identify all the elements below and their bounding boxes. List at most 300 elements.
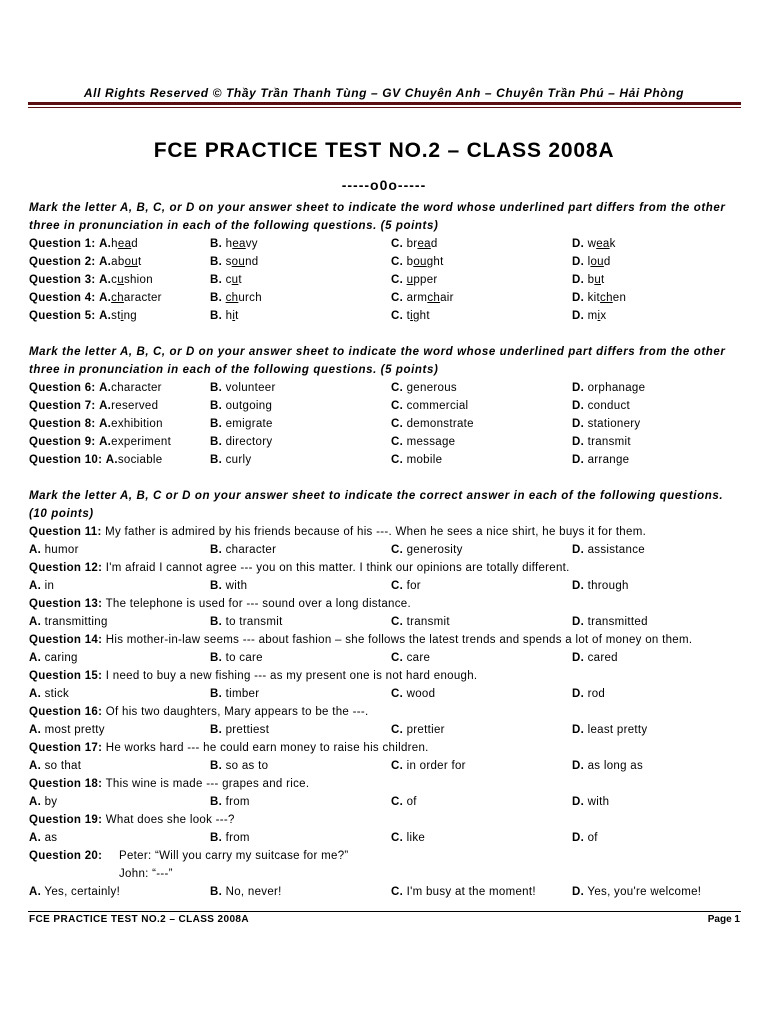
option-text: volunteer	[225, 382, 276, 394]
answer-option	[210, 235, 258, 253]
answer-option	[572, 829, 598, 847]
option-letter: A.	[99, 292, 112, 304]
question-label: Question 1:	[29, 238, 96, 250]
answer-option	[29, 685, 69, 703]
option-letter: A.	[29, 760, 42, 772]
question-stem	[29, 667, 741, 685]
answer-option	[572, 433, 631, 451]
option-text: to care	[225, 652, 263, 664]
option-text: exhibition	[111, 418, 163, 430]
answer-option	[391, 289, 454, 307]
page-title: FCE PRACTICE TEST NO.2 – CLASS 2008A	[153, 139, 615, 162]
option-text: in	[44, 580, 55, 592]
word-part: ght	[426, 256, 444, 268]
answer-option	[391, 613, 450, 631]
answer-option	[29, 253, 141, 271]
option-letter: B.	[210, 832, 223, 844]
option-text: transmitted	[587, 616, 648, 628]
option-letter: A.	[99, 418, 112, 430]
option-letter: B.	[210, 400, 223, 412]
option-letter: A.	[29, 832, 42, 844]
option-text: with	[225, 580, 248, 592]
option-letter: B.	[210, 454, 223, 466]
question-row	[29, 379, 741, 397]
option-text: character	[225, 544, 277, 556]
option-text: as long as	[587, 760, 644, 772]
question-label: Question 13:	[29, 598, 103, 610]
answer-option	[391, 307, 430, 325]
answer-option	[391, 649, 430, 667]
question-text: I'm afraid I cannot agree --- you on this matter. I think our opinions are totally different.	[105, 562, 570, 574]
answer-option	[391, 685, 435, 703]
word-part: t	[235, 310, 239, 322]
underlined-part: ea	[117, 238, 132, 250]
option-letter: A.	[29, 616, 42, 628]
answer-option	[29, 433, 171, 451]
option-text: rod	[587, 688, 606, 700]
option-letter: B.	[210, 688, 223, 700]
question-text: I need to buy a new fishing --- as my present one is not hard enough.	[105, 670, 478, 682]
option-letter: A.	[99, 310, 112, 322]
option-text: directory	[225, 436, 273, 448]
answer-option	[391, 235, 438, 253]
option-letter: D.	[572, 382, 585, 394]
option-text: humor	[44, 544, 79, 556]
word-part: b	[587, 274, 595, 286]
option-letter: D.	[572, 436, 585, 448]
underlined-part: u	[231, 274, 239, 286]
answer-option	[572, 685, 605, 703]
option-letter: A.	[29, 580, 42, 592]
instruction-part2: Mark the letter A, B, C, or D on your answer sheet to indicate the word whose underlined part differs from the other three in pronunciation in each of the following questions. (5 points)	[29, 346, 726, 376]
word-part: st	[111, 310, 121, 322]
option-text: generous	[406, 382, 457, 394]
option-text: most pretty	[44, 724, 105, 736]
option-text: conduct	[587, 400, 630, 412]
question-label: Question 5:	[29, 310, 96, 322]
word-part: d	[430, 238, 438, 250]
option-letter: D.	[572, 310, 585, 322]
option-letter: C.	[391, 688, 404, 700]
answer-option	[391, 721, 445, 739]
option-text: outgoing	[225, 400, 273, 412]
option-text: in order for	[406, 760, 466, 772]
answer-options-row	[29, 577, 741, 595]
answer-option	[29, 307, 137, 325]
underlined-part: u	[594, 274, 602, 286]
underlined-part: ea	[417, 238, 431, 250]
underlined-part: ch	[600, 292, 613, 304]
word-part: ght	[412, 310, 430, 322]
word-part: h	[111, 238, 118, 250]
option-text: prettier	[406, 724, 445, 736]
answer-option	[210, 685, 259, 703]
question-label: Question 15:	[29, 670, 103, 682]
option-letter: D.	[572, 580, 585, 592]
option-text: like	[406, 832, 426, 844]
answer-option	[210, 613, 283, 631]
footer-title: FCE PRACTICE TEST NO.2 – CLASS 2008A	[29, 914, 250, 925]
answer-option	[572, 451, 629, 469]
answer-option	[210, 793, 250, 811]
question-label: Question 14:	[29, 634, 103, 646]
option-text: with	[587, 796, 610, 808]
answer-option	[391, 541, 463, 559]
option-letter: A.	[29, 796, 42, 808]
word-part: air	[440, 292, 454, 304]
question-text: This wine is made --- grapes and rice.	[105, 778, 310, 790]
word-part: vy	[245, 238, 258, 250]
copyright-header: All Rights Reserved © Thầy Trần Thanh Tùng – GV Chuyên Anh – Chuyên Trần Phú – Hải Phòng	[83, 86, 685, 100]
option-text: for	[406, 580, 421, 592]
option-text: assistance	[587, 544, 645, 556]
page-number: Page 1	[707, 914, 740, 925]
answer-options-row	[29, 757, 741, 775]
option-text: so that	[44, 760, 82, 772]
option-letter: B.	[210, 292, 223, 304]
answer-option	[210, 307, 239, 325]
option-letter: C.	[391, 796, 404, 808]
word-part: k	[609, 238, 616, 250]
option-letter: A.	[99, 256, 112, 268]
option-text: from	[225, 832, 250, 844]
option-letter: C.	[391, 724, 404, 736]
answer-option	[29, 289, 162, 307]
option-text: as	[44, 832, 58, 844]
question-label: Question 8:	[29, 418, 96, 430]
answer-option	[391, 577, 421, 595]
question-stem	[29, 739, 741, 757]
answer-options-row	[29, 883, 741, 901]
answer-option	[210, 541, 276, 559]
question-stem	[29, 847, 741, 865]
answer-option	[572, 649, 618, 667]
option-letter: A.	[99, 238, 112, 250]
question-row	[29, 451, 741, 469]
answer-option	[572, 883, 701, 901]
option-letter: C.	[391, 454, 404, 466]
question-label: Question 6:	[29, 382, 96, 394]
underlined-part: ea	[232, 238, 246, 250]
option-letter: B.	[210, 580, 223, 592]
answer-option	[29, 235, 138, 253]
word-part: x	[600, 310, 607, 322]
option-text: wood	[406, 688, 436, 700]
word-part: w	[587, 238, 597, 250]
answer-option	[391, 253, 444, 271]
word-part: shion	[123, 274, 153, 286]
answer-option	[29, 271, 153, 289]
answer-option	[29, 379, 162, 397]
option-text: so as to	[225, 760, 269, 772]
word-part: aracter	[123, 292, 162, 304]
answer-option	[572, 757, 643, 775]
underlined-part: ch	[427, 292, 441, 304]
option-letter: A.	[29, 688, 42, 700]
answer-option	[572, 379, 645, 397]
answer-options-row	[29, 541, 741, 559]
underlined-part: ou	[231, 256, 246, 268]
answer-option	[572, 397, 630, 415]
option-letter: C.	[391, 616, 404, 628]
answer-option	[29, 451, 162, 469]
answer-option	[572, 415, 640, 433]
word-part: pper	[413, 274, 438, 286]
answer-option	[210, 415, 273, 433]
question-label: Question 18:	[29, 778, 103, 790]
option-letter: C.	[391, 886, 404, 898]
question-row	[29, 415, 741, 433]
word-part: h	[225, 310, 233, 322]
answer-option	[391, 271, 438, 289]
option-letter: B.	[210, 418, 223, 430]
option-letter: C.	[391, 292, 404, 304]
option-letter: C.	[391, 580, 404, 592]
question-text: His mother-in-law seems --- about fashion – she follows the latest trends and spends a lot of money on them.	[105, 634, 693, 646]
option-text: caring	[44, 652, 78, 664]
underlined-part: ch	[111, 292, 124, 304]
option-letter: A.	[29, 652, 42, 664]
option-text: mobile	[406, 454, 443, 466]
option-letter: D.	[572, 238, 585, 250]
answer-options-row	[29, 829, 741, 847]
answer-option	[210, 829, 250, 847]
option-text: of	[587, 832, 598, 844]
answer-option	[572, 577, 629, 595]
word-part: h	[225, 238, 233, 250]
option-text: sociable	[117, 454, 163, 466]
option-letter: C.	[391, 310, 404, 322]
answer-option	[29, 649, 78, 667]
dialogue-line-1: Peter: “Will you carry my suitcase for me?”	[119, 850, 349, 862]
answer-option	[29, 883, 120, 901]
answer-option	[572, 235, 616, 253]
answer-option	[29, 793, 57, 811]
answer-option	[391, 757, 466, 775]
question-text: My father is admired by his friends because of his ---. When he sees a nice shirt, he buys it for them.	[105, 526, 647, 538]
option-letter: A.	[99, 274, 112, 286]
test-content	[29, 199, 741, 901]
answer-option	[210, 577, 247, 595]
part1-questions	[29, 235, 741, 325]
option-letter: D.	[572, 724, 585, 736]
option-letter: C.	[391, 832, 404, 844]
option-letter: A.	[29, 724, 42, 736]
answer-option	[29, 397, 158, 415]
answer-option	[210, 757, 268, 775]
question-row	[29, 271, 741, 289]
answer-options-row	[29, 721, 741, 739]
answer-options-row	[29, 793, 741, 811]
question-label: Question 10:	[29, 454, 103, 466]
question-label: Question 12:	[29, 562, 103, 574]
question-row	[29, 307, 741, 325]
answer-option	[572, 541, 645, 559]
option-letter: C.	[391, 382, 404, 394]
word-part: kit	[587, 292, 601, 304]
answer-option	[210, 451, 251, 469]
option-text: character	[111, 382, 162, 394]
option-letter: C.	[391, 418, 404, 430]
option-letter: B.	[210, 274, 223, 286]
question-stem	[29, 775, 741, 793]
question-label: Question 4:	[29, 292, 96, 304]
option-text: emigrate	[225, 418, 273, 430]
answer-option	[29, 829, 57, 847]
word-part: s	[225, 256, 232, 268]
header-rule-thin	[28, 107, 741, 108]
option-letter: A.	[29, 886, 42, 898]
option-letter: A.	[105, 454, 118, 466]
option-letter: D.	[572, 760, 585, 772]
option-letter: D.	[572, 832, 585, 844]
answer-option	[29, 415, 163, 433]
option-letter: C.	[391, 238, 404, 250]
question-text: The telephone is used for --- sound over a long distance.	[105, 598, 411, 610]
question-label: Question 11:	[29, 526, 102, 538]
option-letter: B.	[210, 796, 223, 808]
underlined-part: u	[117, 274, 124, 286]
question-label: Question 17:	[29, 742, 103, 754]
option-text: demonstrate	[406, 418, 474, 430]
answer-option	[210, 397, 272, 415]
option-letter: B.	[210, 256, 223, 268]
option-text: least pretty	[587, 724, 648, 736]
option-letter: B.	[210, 382, 223, 394]
option-letter: D.	[572, 886, 585, 898]
answer-option	[210, 253, 258, 271]
option-letter: B.	[210, 760, 223, 772]
underlined-part: i	[410, 310, 413, 322]
underlined-part: ea	[596, 238, 610, 250]
question-text: He works hard --- he could earn money to raise his children.	[105, 742, 429, 754]
option-text: from	[225, 796, 250, 808]
option-letter: C.	[391, 760, 404, 772]
option-letter: B.	[210, 238, 223, 250]
question-text: Of his two daughters, Mary appears to be the ---.	[105, 706, 369, 718]
answer-option	[572, 271, 605, 289]
option-text: No, never!	[225, 886, 282, 898]
answer-options-row	[29, 685, 741, 703]
answer-option	[391, 451, 442, 469]
question-label: Question 20:	[29, 850, 103, 862]
option-letter: D.	[572, 400, 585, 412]
question-20	[29, 847, 741, 901]
word-part: d	[603, 256, 611, 268]
option-text: transmit	[406, 616, 450, 628]
dialogue-line-2: John: “---”	[119, 868, 173, 880]
word-part: t	[406, 310, 411, 322]
answer-option	[391, 883, 536, 901]
word-part: l	[587, 256, 591, 268]
answer-option	[210, 271, 242, 289]
header-rule-thick	[28, 102, 741, 105]
question-stem	[29, 595, 741, 613]
question-label: Question 2:	[29, 256, 96, 268]
answer-option	[391, 433, 455, 451]
answer-option	[210, 379, 276, 397]
page-subtitle: -----o0o-----	[341, 177, 427, 193]
word-part: nd	[245, 256, 259, 268]
option-text: curly	[225, 454, 252, 466]
word-part: urch	[238, 292, 262, 304]
word-part: d	[131, 238, 138, 250]
option-letter: D.	[572, 454, 585, 466]
option-text: care	[406, 652, 431, 664]
word-part: t	[238, 274, 242, 286]
option-letter: C.	[391, 544, 404, 556]
option-letter: B.	[210, 436, 223, 448]
word-part: br	[406, 238, 418, 250]
option-text: stationery	[587, 418, 641, 430]
underlined-part: ou	[124, 256, 138, 268]
underlined-part: ou	[413, 256, 427, 268]
question-stem	[29, 523, 741, 541]
option-text: message	[406, 436, 456, 448]
underlined-part: u	[406, 274, 414, 286]
option-text: Yes, certainly!	[44, 886, 121, 898]
underlined-part: i	[597, 310, 601, 322]
option-letter: D.	[572, 796, 585, 808]
option-letter: C.	[391, 400, 404, 412]
word-part: c	[111, 274, 118, 286]
option-letter: D.	[572, 544, 585, 556]
underlined-part: ou	[590, 256, 604, 268]
instruction-part1: Mark the letter A, B, C, or D on your answer sheet to indicate the word whose underlined part differs from the other three in pronunciation in each of the following questions. (5 points)	[29, 202, 726, 232]
option-text: transmit	[587, 436, 631, 448]
option-letter: B.	[210, 886, 223, 898]
underlined-part: i	[120, 310, 124, 322]
option-text: reserved	[111, 400, 159, 412]
answer-option	[29, 613, 108, 631]
question-stem	[29, 631, 741, 649]
option-letter: B.	[210, 310, 223, 322]
answer-option	[572, 253, 611, 271]
question-row	[29, 253, 741, 271]
option-text: to transmit	[225, 616, 283, 628]
answer-option	[29, 577, 54, 595]
option-text: prettiest	[225, 724, 270, 736]
underlined-part: ch	[225, 292, 239, 304]
question-row	[29, 433, 741, 451]
question-text: What does she look ---?	[105, 814, 235, 826]
option-letter: B.	[210, 724, 223, 736]
answer-option	[572, 721, 647, 739]
option-text: arrange	[587, 454, 630, 466]
option-text: experiment	[111, 436, 172, 448]
answer-option	[391, 397, 468, 415]
option-text: of	[406, 796, 417, 808]
word-part: ng	[123, 310, 137, 322]
question-stem	[29, 811, 741, 829]
option-letter: A.	[99, 436, 112, 448]
option-letter: B.	[210, 652, 223, 664]
underlined-part: i	[232, 310, 236, 322]
part2-questions	[29, 379, 741, 469]
option-text: timber	[225, 688, 260, 700]
option-text: generosity	[406, 544, 463, 556]
answer-option	[210, 883, 282, 901]
answer-option	[572, 289, 626, 307]
answer-option	[210, 649, 263, 667]
option-text: stick	[44, 688, 70, 700]
answer-option	[572, 793, 609, 811]
word-part: en	[612, 292, 627, 304]
word-part: m	[587, 310, 598, 322]
option-text: commercial	[406, 400, 469, 412]
option-letter: D.	[572, 274, 585, 286]
answer-option	[391, 829, 425, 847]
